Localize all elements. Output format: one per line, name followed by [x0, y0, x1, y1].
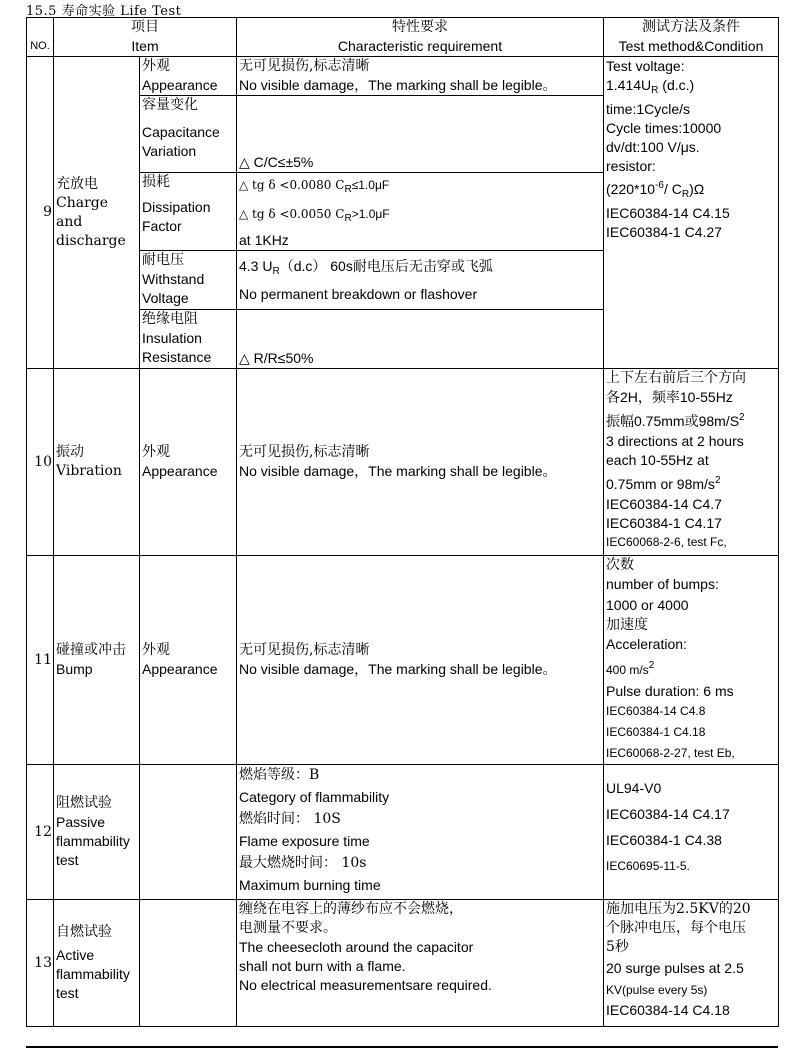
row-number: 9	[27, 57, 54, 369]
life-test-table	[26, 17, 779, 1027]
method-active-flammability	[604, 900, 779, 1027]
header-item	[54, 18, 237, 57]
test-name-vibration	[54, 369, 140, 556]
test-name-charge-discharge	[54, 57, 140, 369]
method-text: )Ω	[689, 181, 705, 197]
method-line: 次数	[606, 557, 634, 573]
header-method	[604, 18, 779, 57]
method-line: IEC60384-1 C4.27	[606, 224, 722, 240]
sub-item-en: Insulation	[142, 330, 202, 346]
requirement-cn: 无可见损伤,标志清晰	[239, 58, 370, 74]
method-line: Cycle times:10000	[606, 120, 722, 136]
section-title: 15.5 寿命实验 Life Test	[26, 4, 182, 19]
method-line	[606, 176, 776, 204]
test-name-en: and	[56, 213, 83, 230]
superscript: 2	[714, 475, 721, 486]
subscript: R	[272, 266, 280, 277]
requirement-text: shall not burn with a flame.	[239, 958, 406, 974]
test-name-cn: 充放电	[56, 175, 98, 192]
requirement-text: No electrical measurementsare required.	[239, 977, 492, 993]
sub-item-insulation	[140, 310, 237, 369]
test-name-en: Charge	[56, 194, 109, 211]
requirement-en: No visible damage，The marking shall be legible。	[239, 661, 557, 677]
method-text: / C	[663, 181, 682, 197]
requirement-cn: 无可见损伤,标志清晰	[239, 642, 370, 658]
method-text: 0.75mm or 98m/s	[606, 476, 715, 492]
table-row-13	[27, 900, 779, 1027]
table-row-12	[27, 765, 779, 900]
requirement-part: 4.3 U	[239, 258, 273, 274]
requirement-text: The cheesecloth around the capacitor	[239, 939, 474, 955]
requirement-text	[239, 255, 601, 283]
requirement-text: No permanent breakdown or flashover	[239, 286, 478, 302]
row-number: 12	[27, 765, 54, 900]
requirement-text: 电测量不要求。	[239, 920, 337, 936]
test-name-en: test	[56, 852, 79, 868]
method-line	[606, 76, 776, 100]
requirement-text: △ C/C≤±5%	[239, 154, 314, 170]
sub-item-cn: 外观	[142, 444, 170, 460]
method-line: resistor:	[606, 158, 656, 174]
method-line: IEC60384-14 C4.15	[606, 205, 730, 221]
method-line: time:1Cycle/s	[606, 101, 691, 117]
superscript: -6	[655, 180, 664, 191]
requirement-part: △ tg δ <0.0050 C	[239, 207, 345, 221]
requirement-text	[239, 173, 601, 202]
header-item-cn: 项目	[131, 19, 159, 35]
requirement-passive-flammability	[237, 765, 604, 900]
superscript: 2	[648, 660, 655, 671]
subscript: R	[344, 184, 352, 195]
method-line: IEC60068-2-6, test Fc,	[606, 535, 727, 549]
test-name-cn: 碰撞或冲击	[56, 642, 126, 658]
method-line: 上下左右前后三个方向	[606, 370, 746, 386]
requirement-appearance	[237, 556, 604, 765]
sub-item-cn: 耐电压	[142, 252, 184, 268]
method-line: number of bumps:	[606, 576, 719, 592]
method-text: (d.c.)	[658, 77, 695, 93]
requirement-text: 最大燃烧时间： 10s	[239, 855, 367, 871]
method-text: 振幅0.75mm或98m/S	[606, 413, 740, 429]
header-method-cn: 测试方法及条件	[642, 19, 740, 35]
sub-item-cn: 外观	[142, 58, 170, 74]
sub-item-cn: 绝缘电阻	[142, 311, 198, 327]
sub-item-dissipation	[140, 173, 237, 251]
method-text: 400 m/s	[606, 663, 649, 677]
sub-item-en: Withstand	[142, 271, 205, 287]
requirement-part: >1.0μF	[351, 207, 390, 221]
requirement-active-flammability	[237, 900, 604, 1027]
superscript: 2	[739, 412, 745, 423]
method-line: IEC60384-14 C4.7	[606, 496, 722, 512]
test-name-passive-flammability	[54, 765, 140, 900]
method-line: each 10-55Hz at	[606, 452, 709, 468]
method-line: 3 directions at 2 hours	[606, 433, 744, 449]
method-line: 1000 or 4000	[606, 597, 689, 613]
method-line: Pulse duration: 6 ms	[606, 683, 734, 699]
sub-item-withstand	[140, 251, 237, 310]
method-text: (220*10	[606, 181, 656, 197]
method-line: dv/dt:100 V/μs.	[606, 139, 700, 155]
requirement-insulation	[237, 310, 604, 369]
test-name-en: Active	[56, 947, 95, 963]
header-requirement	[237, 18, 604, 57]
method-line: IEC60068-2-27, test Eb,	[606, 746, 735, 760]
test-name-bump	[54, 556, 140, 765]
method-line: IEC60384-1 C4.38	[606, 832, 722, 848]
sub-item-appearance	[140, 369, 237, 556]
method-line	[606, 654, 776, 682]
method-line: IEC60695-11-5.	[606, 859, 690, 873]
subscript: R	[651, 85, 659, 96]
method-line: IEC60384-14 C4.18	[606, 1002, 730, 1018]
table-row-11	[27, 556, 779, 765]
sub-item-empty	[140, 900, 237, 1027]
sub-item-en: Appearance	[142, 77, 218, 93]
sub-item-en: Appearance	[142, 463, 218, 479]
requirement-text: 缠绕在电容上的薄纱布应不会燃烧，	[239, 901, 463, 917]
requirement-text: Flame exposure time	[239, 833, 370, 849]
test-name-en: flammability	[56, 833, 130, 849]
test-name-en: flammability	[56, 966, 130, 982]
test-name-en: discharge	[56, 232, 126, 249]
subscript: R	[681, 189, 690, 200]
requirement-text: 燃焰时间： 10S	[239, 811, 341, 827]
requirement-en: No visible damage，The marking shall be legible。	[239, 463, 557, 479]
requirement-text: △ R/R≤50%	[239, 350, 314, 366]
requirement-text	[239, 202, 601, 231]
sub-item-cn: 容量变化	[142, 97, 198, 113]
test-name-cn: 自燃试验	[56, 924, 112, 940]
requirement-text: Category of flammability	[239, 789, 390, 805]
test-name-cn: 振动	[56, 444, 84, 460]
requirement-cn: 无可见损伤,标志清晰	[239, 444, 370, 460]
method-charge-discharge	[604, 57, 779, 369]
sub-item-en: Capacitance	[142, 124, 220, 140]
method-vibration	[604, 369, 779, 556]
sub-item-en: Variation	[142, 143, 197, 159]
method-line	[606, 470, 776, 495]
sub-item-en: Resistance	[142, 349, 212, 365]
method-bump	[604, 556, 779, 765]
table-row-10	[27, 369, 779, 556]
test-name-en: Vibration	[56, 463, 122, 479]
method-line: 各2H，频率10-55Hz	[606, 389, 733, 405]
requirement-part: ≤1.0μF	[351, 178, 390, 192]
method-text: 1.414U	[606, 77, 652, 93]
requirement-text: at 1KHz	[239, 232, 289, 248]
method-line: 加速度	[606, 617, 648, 633]
sub-item-appearance	[140, 556, 237, 765]
page-bottom-rule	[26, 1046, 778, 1048]
sub-item-en: Dissipation	[142, 199, 211, 215]
header-item-en: Item	[131, 38, 159, 54]
header-method-en: Test method&Condition	[618, 38, 764, 54]
requirement-part: （d.c） 60s耐电压后无击穿或飞弧	[279, 258, 493, 274]
sub-item-en: Factor	[142, 218, 182, 234]
sub-item-empty	[140, 765, 237, 900]
method-line: 20 surge pulses at 2.5	[606, 960, 744, 976]
row-number: 13	[27, 900, 54, 1027]
sub-item-capacitance	[140, 96, 237, 173]
method-line: 5秒	[606, 939, 629, 955]
test-name-cn: 阻燃试验	[56, 795, 112, 811]
requirement-en: No visible damage，The marking shall be legible。	[239, 77, 557, 93]
method-line: Acceleration:	[606, 636, 687, 652]
table-header-row	[27, 18, 779, 57]
method-line: IEC60384-14 C4.17	[606, 806, 730, 822]
method-line: KV(pulse every 5s)	[606, 983, 708, 997]
row-number: 10	[27, 369, 54, 556]
requirement-capacitance	[237, 96, 604, 173]
requirement-appearance	[237, 369, 604, 556]
requirement-text: Maximum burning time	[239, 877, 381, 893]
test-name-en: test	[56, 985, 79, 1001]
row-number: 11	[27, 556, 54, 765]
method-line: 施加电压为2.5KV的20	[606, 901, 751, 917]
method-passive-flammability	[604, 765, 779, 900]
method-line: IEC60384-1 C4.17	[606, 515, 722, 531]
sub-item-cn: 损耗	[142, 174, 170, 190]
method-line: IEC60384-14 C4.8	[606, 704, 706, 718]
sub-item-en: Voltage	[142, 290, 189, 306]
method-line: UL94-V0	[606, 780, 662, 796]
requirement-text: 燃焰等级：B	[239, 767, 320, 783]
requirement-dissipation	[237, 173, 604, 251]
header-no: NO.	[27, 18, 54, 57]
method-line	[606, 407, 776, 432]
header-req-cn: 特性要求	[392, 19, 448, 35]
method-line: Test voltage:	[606, 58, 685, 74]
sub-item-cn: 外观	[142, 642, 170, 658]
method-line: 个脉冲电压，每个电压	[606, 920, 746, 936]
sub-item-en: Appearance	[142, 661, 218, 677]
test-name-en: Bump	[56, 661, 93, 677]
requirement-part: △ tg δ <0.0080 C	[239, 178, 345, 192]
header-req-en: Characteristic requirement	[337, 38, 503, 54]
test-name-active-flammability	[54, 900, 140, 1027]
method-line: IEC60384-1 C4.18	[606, 725, 706, 739]
test-name-en: Passive	[56, 814, 106, 830]
requirement-withstand	[237, 251, 604, 310]
table-row-9-appearance	[27, 57, 779, 96]
requirement-appearance	[237, 57, 604, 96]
sub-item-appearance	[140, 57, 237, 96]
subscript: R	[344, 213, 352, 224]
